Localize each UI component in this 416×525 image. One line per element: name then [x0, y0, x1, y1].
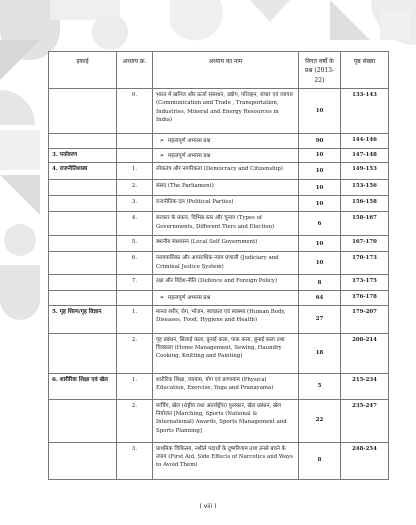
chapter-number-cell: 4. — [117, 212, 153, 236]
table-row — [49, 180, 389, 196]
unit-cell — [49, 291, 117, 305]
arrow-right-icon: ➢ — [159, 136, 165, 144]
chapter-number-cell: 3. — [117, 196, 153, 212]
arrow-right-icon: ➢ — [159, 151, 165, 159]
header-unit: इकाई — [49, 52, 117, 89]
past-questions-cell: 10 — [299, 180, 341, 196]
chapter-name-cell: मानव शरीर, रोग, भोजन, स्वच्छता एवं स्वास्थ्य (Human Body, Diseases, Food, Hygiene and Health) — [153, 305, 299, 333]
chapter-name-cell: रक्षा और विदेश-नीति (Defence and Foreign Policy) — [153, 275, 299, 291]
table-row — [49, 275, 389, 291]
page-range-cell: 176-178 — [341, 291, 389, 305]
unit-cell — [49, 275, 117, 291]
page-range-cell: 133-143 — [341, 88, 389, 133]
chapter-number-cell: 2. — [117, 399, 153, 442]
unit-cell: 3. पर्यावरण — [49, 148, 117, 162]
header-chapter-name: अध्याय का नाम — [153, 52, 299, 89]
chapter-number-cell — [117, 133, 153, 148]
table-row — [49, 212, 389, 236]
table-header-row — [49, 52, 389, 89]
chapter-number-cell: 6. — [117, 252, 153, 275]
arrow-right-icon: ➢ — [159, 294, 165, 302]
page-range-cell: 170-173 — [341, 252, 389, 275]
page-range-cell: 179-207 — [341, 305, 389, 333]
table-row — [49, 305, 389, 333]
past-questions-cell: 10 — [299, 196, 341, 212]
unit-cell — [49, 399, 117, 442]
past-questions-cell: 10 — [299, 88, 341, 133]
table-row — [49, 333, 389, 373]
unit-cell — [49, 442, 117, 479]
chapter-name-cell: न्यायपालिका और आपराधिक न्याय प्रणाली (Judiciary and Criminal Justice System) — [153, 252, 299, 275]
page-range-cell: 153-156 — [341, 180, 389, 196]
page-range-cell: 167-170 — [341, 236, 389, 252]
chapter-name-cell: गृह प्रबंधन, सिलाई कला, बुनाई कला, पाक कला, बुनाई कला तथा चित्रकला (Home Management, Sewing, Haundry Cooking, Knitting and Painting) — [153, 333, 299, 373]
table-row — [49, 133, 389, 148]
unit-cell — [49, 252, 117, 275]
unit-cell: 4. राजनीतिशास्त्र — [49, 163, 117, 180]
header-page-no: पृष्ठ संख्या — [341, 52, 389, 89]
past-questions-cell: 5 — [299, 373, 341, 399]
page-range-cell: 149-153 — [341, 163, 389, 180]
unit-cell — [49, 212, 117, 236]
chapter-number-cell — [117, 148, 153, 162]
chapter-name-cell: संसद (The Parliament) — [153, 180, 299, 196]
chapter-name-cell — [153, 291, 299, 305]
table-row — [49, 236, 389, 252]
chapter-number-cell: 2. — [117, 180, 153, 196]
past-questions-cell: 6 — [299, 212, 341, 236]
chapter-number-cell: 7. — [117, 275, 153, 291]
unit-cell: 6. शारीरिक शिक्षा एवं खेल — [49, 373, 117, 399]
page-range-cell: 248-254 — [341, 442, 389, 479]
page-range-cell: 235-247 — [341, 399, 389, 442]
table-of-contents — [48, 51, 389, 480]
page-range-cell: 156-158 — [341, 196, 389, 212]
chapter-number-cell: 2. — [117, 333, 153, 373]
page-range-cell: 144-146 — [341, 133, 389, 148]
chapter-name-cell: शारीरिक शिक्षा, व्यायाम, योग एवं प्राणायाम (Physical Education, Exercise, Yoga and Pranayama) — [153, 373, 299, 399]
header-chapter-no: अध्याय क्र. — [117, 52, 153, 89]
chapter-number-cell: 1. — [117, 373, 153, 399]
chapter-number-cell: 1. — [117, 305, 153, 333]
unit-cell — [49, 333, 117, 373]
chapter-number-cell: 5. — [117, 236, 153, 252]
page-number: ( viii ) — [199, 503, 217, 510]
chapter-number-cell: 3. — [117, 442, 153, 479]
past-questions-cell: 27 — [299, 305, 341, 333]
past-questions-cell: 22 — [299, 399, 341, 442]
past-questions-cell: 18 — [299, 333, 341, 373]
chapter-name-text: महत्वपूर्ण अभ्यास प्रश्न — [168, 152, 211, 159]
chapter-name-cell: सरकार के प्रकार, विभिन्न स्तर और चुनाव (Types of Governments, Different Tiers and Election) — [153, 212, 299, 236]
table-row — [49, 373, 389, 399]
table-body — [49, 88, 389, 479]
past-questions-cell: 10 — [299, 252, 341, 275]
chapter-name-cell: प्राथमिक चिकित्सा, नशीले पदार्थों के दुष्परिणाम तथा उनसे बचने के उपाय (First Aid, Side Effects of Narcotics and Ways to Avoid Them) — [153, 442, 299, 479]
chapter-name-cell: राजनीतिक दल (Political Parties) — [153, 196, 299, 212]
chapter-name-text: महत्वपूर्ण अभ्यास प्रश्न — [168, 295, 211, 302]
table-row — [49, 88, 389, 133]
past-questions-cell: 8 — [299, 442, 341, 479]
past-questions-cell: 10 — [299, 148, 341, 162]
unit-cell — [49, 236, 117, 252]
page-range-cell: 147-148 — [341, 148, 389, 162]
table-row — [49, 399, 389, 442]
table-row — [49, 148, 389, 162]
table-row — [49, 442, 389, 479]
table-row — [49, 291, 389, 305]
past-questions-cell: 10 — [299, 163, 341, 180]
unit-cell — [49, 88, 117, 133]
page-range-cell: 215-234 — [341, 373, 389, 399]
chapter-number-cell: 1. — [117, 163, 153, 180]
chapter-name-text: महत्वपूर्ण अभ्यास प्रश्न — [168, 137, 211, 144]
page-range-cell: 173-175 — [341, 275, 389, 291]
unit-cell: 5. गृह शिल्प/गृह विज्ञान — [49, 305, 117, 333]
unit-cell — [49, 196, 117, 212]
chapter-name-cell: स्थानीय स्वशासन (Local Self Government) — [153, 236, 299, 252]
table-row — [49, 163, 389, 180]
page-range-cell: 158-167 — [341, 212, 389, 236]
chapter-name-cell: लोकतंत्र और नागरिकता (Democracy and Citizenship) — [153, 163, 299, 180]
table-row — [49, 252, 389, 275]
table-row — [49, 196, 389, 212]
past-questions-cell: 10 — [299, 236, 341, 252]
past-questions-cell: 8 — [299, 275, 341, 291]
chapter-name-cell: मार्चिंग, खेल (राष्ट्रीय तथा अंतर्राष्ट्रीय) पुरस्कार, खेल प्रबंधन, खेल नियोजन [Marching, Sports (National & International) Awards, Sports Management and Sports Planning] — [153, 399, 299, 442]
chapter-name-cell — [153, 148, 299, 162]
chapter-name-cell — [153, 133, 299, 148]
unit-cell — [49, 180, 117, 196]
past-questions-cell: 64 — [299, 291, 341, 305]
past-questions-cell: 90 — [299, 133, 341, 148]
chapter-number-cell: 9. — [117, 88, 153, 133]
header-past-questions: विगत वर्षों के प्रश्न (2013-22) — [299, 52, 341, 89]
page-range-cell: 208-214 — [341, 333, 389, 373]
unit-cell — [49, 133, 117, 148]
chapter-number-cell — [117, 291, 153, 305]
chapter-name-cell: भारत में खनिज और ऊर्जा संसाधन, उद्योग, परिवहन, संचार एवं व्यापार (Communication and Trade , Transportation, Industries, Mineral and Energy Resources in India) — [153, 88, 299, 133]
